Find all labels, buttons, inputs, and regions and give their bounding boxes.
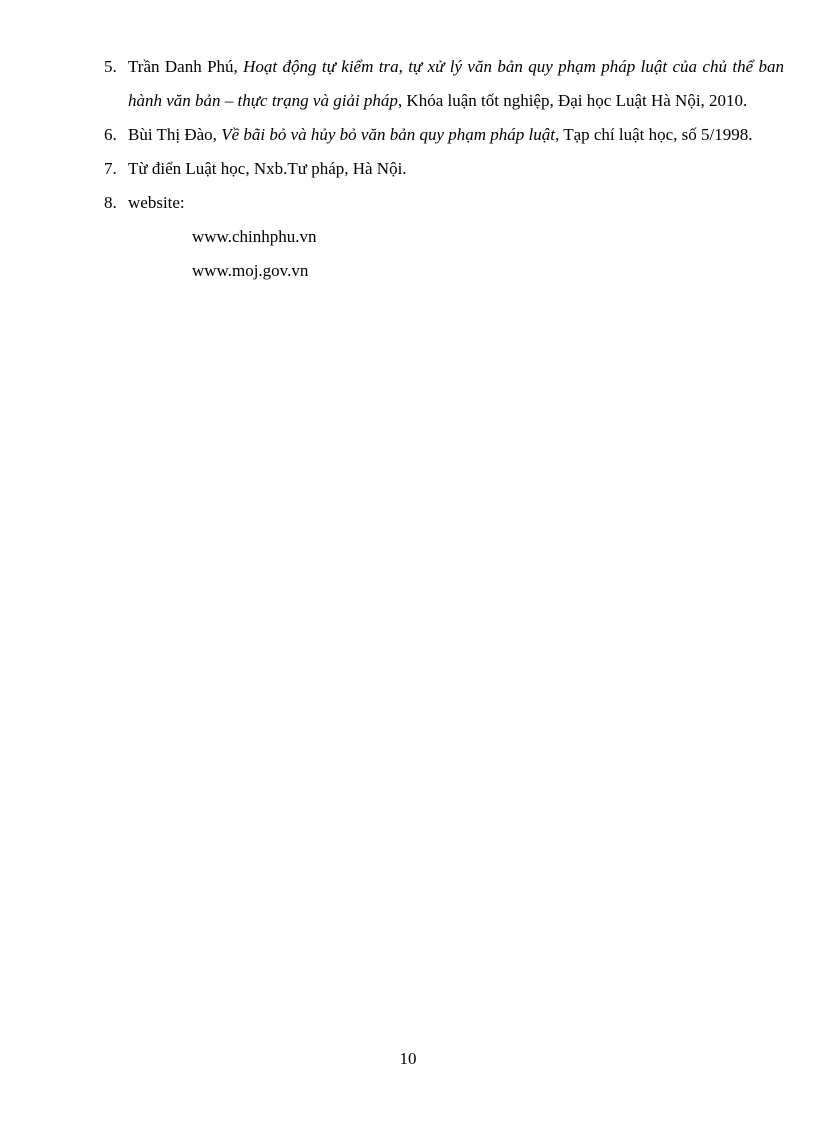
- website-list: [128, 220, 784, 288]
- reference-source: , Khóa luận tốt nghiệp, Đại học Luật Hà Nội, 2010.: [397, 91, 748, 110]
- reference-item-6: [104, 118, 784, 152]
- reference-title: Hoạt động tự kiểm tra, tự xử lý văn bản quy phạm pháp luật của chủ thể ban hành văn bản – thực trạng và giải pháp: [128, 57, 784, 110]
- reference-text: website:: [128, 193, 185, 212]
- website-link-moj[interactable]: www.moj.gov.vn: [192, 261, 309, 280]
- reference-number: 8.: [104, 193, 117, 212]
- reference-item-5: [104, 50, 784, 118]
- reference-number: 5.: [104, 57, 117, 76]
- reference-text: [128, 118, 784, 152]
- reference-text: [128, 50, 784, 118]
- reference-text: Từ điển Luật học, Nxb.Tư pháp, Hà Nội.: [128, 159, 407, 178]
- reference-list: [104, 50, 784, 288]
- reference-number: 6.: [104, 125, 117, 144]
- reference-author: Bùi Thị Đào,: [128, 125, 222, 144]
- reference-item-7: [104, 152, 784, 186]
- website-link-chinhphu[interactable]: www.chinhphu.vn: [192, 227, 317, 246]
- reference-title: Về bãi bỏ và hủy bỏ văn bản quy phạm pháp luật: [221, 125, 555, 144]
- page-number: 10: [399, 1049, 417, 1068]
- reference-source: , Tạp chí luật học, số 5/1998.: [555, 125, 753, 144]
- reference-number: 7.: [104, 159, 117, 178]
- reference-author: Trần Danh Phú,: [128, 57, 244, 76]
- reference-item-8: [104, 186, 784, 288]
